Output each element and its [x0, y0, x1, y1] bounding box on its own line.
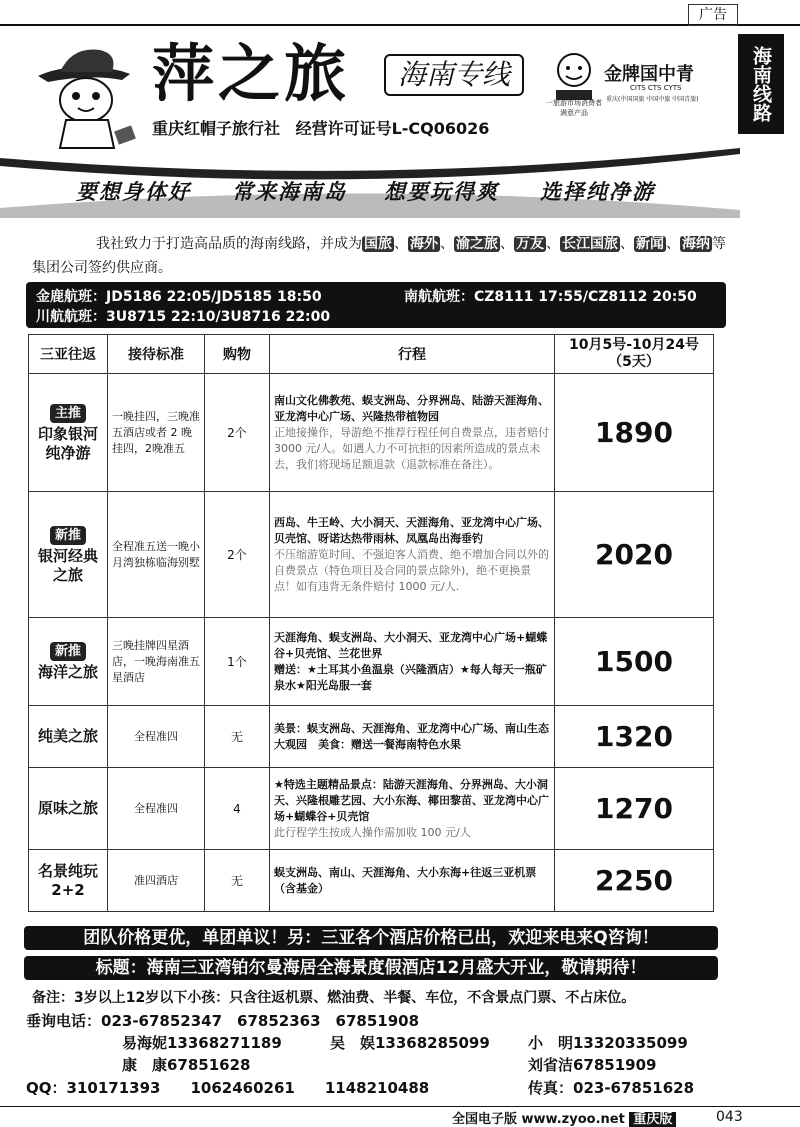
partner-4: 万友: [516, 236, 544, 252]
header-dates: [555, 335, 714, 374]
tour-name: 原味之旅: [29, 768, 108, 850]
tour-route: 美景：蜈支洲岛、天涯海角、亚龙湾中心广场、南山生态大观园 美食：赠送一餐海南特色水果: [270, 706, 555, 768]
tour-shopping: 1个: [205, 618, 270, 706]
hotel-opening-banner: 标题：海南三亚湾铂尔曼海居全海景度假酒店12月盛大开业，敬请期待！: [24, 956, 718, 980]
contact-person: 小 明13320335099: [528, 1034, 688, 1052]
table-row: [29, 850, 714, 912]
line-name-box: 海南专线: [384, 54, 524, 96]
tour-standard: 三晚挂牌四星酒店，一晚海南准五星酒店: [108, 618, 205, 706]
consumer-satisfaction-logo: [552, 50, 596, 104]
tour-route: 蜈支洲岛、南山、天涯海角、大小东海+往返三亚机票（含基金）: [270, 850, 555, 912]
contact-person: 康 康67851628: [122, 1056, 251, 1074]
tour-route-cell: [270, 492, 555, 618]
intro-paragraph: 我社致力于打造高品质的海南线路，并成为 国旅 、 海外 、 渝之旅 、 万友 、 长江国旅 、 新闻 、 海纳 等集团公司签约供应商。: [32, 236, 726, 276]
tour-price: 1320: [555, 706, 714, 768]
table-row: [29, 768, 714, 850]
qq-label: QQ：: [26, 1079, 67, 1097]
tour-name: 海洋之旅: [37, 663, 98, 681]
group-price-banner: 团队价格更优，单团单议！另：三亚各个酒店价格已出，欢迎来电来Q咨询！: [24, 926, 718, 950]
table-row: [29, 618, 714, 706]
contact-person: 易海妮13368271189: [122, 1034, 282, 1052]
tour-price: 1270: [555, 768, 714, 850]
tour-shopping: 4: [205, 768, 270, 850]
tour-name: 纯美之旅: [29, 706, 108, 768]
company-license: [152, 116, 489, 139]
header-standard: 接待标准: [108, 335, 205, 374]
footer-edition: 重庆版: [629, 1112, 676, 1127]
tour-standard: 全程准四: [108, 706, 205, 768]
contact-person: 吴 娱13368285099: [330, 1034, 490, 1052]
tour-route: 西岛、牛王岭、大小洞天、天涯海角、亚龙湾中心广场、贝壳馆、呀诺达热带雨林、凤凰岛出海垂钓: [274, 515, 549, 545]
tour-shopping: 2个: [205, 374, 270, 492]
partner-logo-name: 金牌国中青: [604, 64, 694, 85]
page-number: 043: [716, 1109, 743, 1125]
partner-3: 渝之旅: [456, 236, 498, 252]
fax-label: 传真：: [528, 1079, 574, 1097]
table-row: [29, 706, 714, 768]
tour-route-note: 此行程学生按成人操作需加收 100 元/人: [274, 825, 471, 839]
jinlu-label: 金鹿航班：: [36, 289, 106, 305]
red-hat-mascot-logo: [30, 38, 145, 153]
tour-shopping: 无: [205, 706, 270, 768]
table-row: [29, 492, 714, 618]
intro-suffix: 等集团公司签约供应商。: [32, 236, 726, 276]
tour-badge: 新推: [50, 526, 86, 545]
tour-shopping: 2个: [205, 492, 270, 618]
table-header-row: [29, 335, 714, 374]
header-date-range: 10月5号-10月24号: [569, 337, 699, 353]
chuanhang-flights: 3U8715 22:10/3U8716 22:00: [106, 309, 331, 325]
logo1-caption: 一旅游市场消费者满意产品: [546, 99, 602, 117]
partner-logo-sub: 重庆(中国国旅 中国中旅 中国青旅): [606, 96, 699, 103]
side-category-label: 海南线路: [738, 34, 784, 134]
phone-line: [26, 1010, 419, 1031]
tour-price-table: [28, 334, 714, 912]
tour-name: 银河经典之旅: [37, 546, 98, 584]
footer-site: [452, 1108, 676, 1127]
table-row: [29, 374, 714, 492]
tour-route-note: 正地接操作，导游绝不推荐行程任何自费景点，违者赔付 3000 元/人。如遇人力不可抗拒的因素所造成的景点未去，我们将现场足额退款（退款标准在备注）。: [274, 425, 549, 471]
header-route: 行程: [270, 335, 555, 374]
partner-7: 海纳: [682, 236, 710, 252]
contact-person: 刘省洁67851909: [528, 1056, 657, 1074]
fax-number: 023-67851628: [573, 1079, 695, 1097]
qq-numbers: 310171393 1062460261 1148210488: [66, 1079, 430, 1097]
tour-name-cell: [29, 374, 108, 492]
tour-badge: 主推: [50, 404, 86, 423]
company-name: 重庆红帽子旅行社: [152, 119, 281, 138]
nanhang-label: 南航航班：: [404, 289, 474, 305]
partner-5: 长江国旅: [562, 236, 618, 252]
tour-route-cell: [270, 374, 555, 492]
fax-line: [528, 1077, 694, 1098]
tour-price: 1500: [555, 618, 714, 706]
tour-name-cell: [29, 618, 108, 706]
slogan-2: 常来海南岛: [232, 179, 347, 204]
license-number: 经营许可证号L-CQ06026: [295, 119, 490, 138]
tour-route: ★特选主题精品景点：陆游天涯海角、分界洲岛、大小洞天、兴隆根雕艺园、大小东海、椰田黎苗、亚龙湾中心广场+蝴蝶谷+贝壳馆: [274, 777, 549, 823]
tour-standard: 准四酒店: [108, 850, 205, 912]
slogan-4: 选择纯净游: [540, 179, 655, 204]
partner-1: 国旅: [364, 236, 392, 252]
tour-route: 南山文化佛教苑、蜈支洲岛、分界洲岛、陆游天涯海角、亚龙湾中心广场、兴隆热带植物园: [274, 393, 549, 423]
qq-line: [26, 1077, 429, 1098]
tour-shopping: 无: [205, 850, 270, 912]
slogan-3: 想要玩得爽: [384, 179, 499, 204]
header-duration: （5天）: [608, 354, 660, 370]
footer-site-text: 全国电子版 www.zyoo.net: [452, 1112, 625, 1127]
nanhang-flights: CZ8111 17:55/CZ8112 20:50: [474, 289, 697, 305]
tour-route-cell: [270, 768, 555, 850]
tour-name-cell: [29, 492, 108, 618]
tour-badge: 新推: [50, 642, 86, 661]
footer-rule: [0, 1106, 800, 1107]
tour-route: 天涯海角、蜈支洲岛、大小洞天、亚龙湾中心广场+蝴蝶谷+贝壳馆、兰花世界 赠送：★土耳其小鱼温泉（兴隆酒店）★每人每天一瓶矿泉水★阳光岛服一套: [270, 618, 555, 706]
tour-price: 2020: [555, 492, 714, 618]
chuanhang-label: 川航航班：: [36, 309, 106, 325]
tour-standard: 一晚挂四，三晚准五酒店或者 2 晚挂四，2晚准五: [108, 374, 205, 492]
flight-info-box: [26, 282, 726, 328]
tour-price: 1890: [555, 374, 714, 492]
tour-standard: 全程准四: [108, 768, 205, 850]
tour-name: 印象银河纯净游: [37, 424, 98, 462]
header-shopping: 购物: [205, 335, 270, 374]
header-name: 三亚往返: [29, 335, 108, 374]
ad-label: 广告: [688, 4, 738, 26]
tour-standard: 全程准五送一晚小月湾独栋临海别墅: [108, 492, 205, 618]
partner-logo-en: CITS CTS CYTS: [630, 84, 682, 92]
top-rule: [0, 24, 800, 26]
child-policy-note: 备注：3岁以上12岁以下小孩：只含往返机票、燃油费、半餐、车位，不含景点门票、不占床位。: [32, 990, 636, 1006]
slogan-1: 要想身体好: [76, 179, 191, 204]
phone-numbers: 023-67852347 67852363 67851908: [101, 1012, 420, 1030]
partner-6: 新闻: [636, 236, 664, 252]
tour-route-note: 不压缩游览时间、不强迫客人消费、绝不增加合同以外的自费景点（特色项目及合同的景点除外)，绝不更换景点！如有违背无条件赔付 1000 元/人.: [274, 547, 549, 593]
intro-prefix: 我社致力于打造高品质的海南线路，并成为: [96, 236, 362, 252]
tour-price: 2250: [555, 850, 714, 912]
phone-label: 垂询电话：: [26, 1012, 102, 1030]
partner-2: 海外: [410, 236, 438, 252]
jinlu-flights: JD5186 22:05/JD5185 18:50: [106, 289, 322, 305]
brand-name: 萍之旅: [152, 37, 351, 110]
tour-name: 名景纯玩2+2: [29, 850, 108, 912]
